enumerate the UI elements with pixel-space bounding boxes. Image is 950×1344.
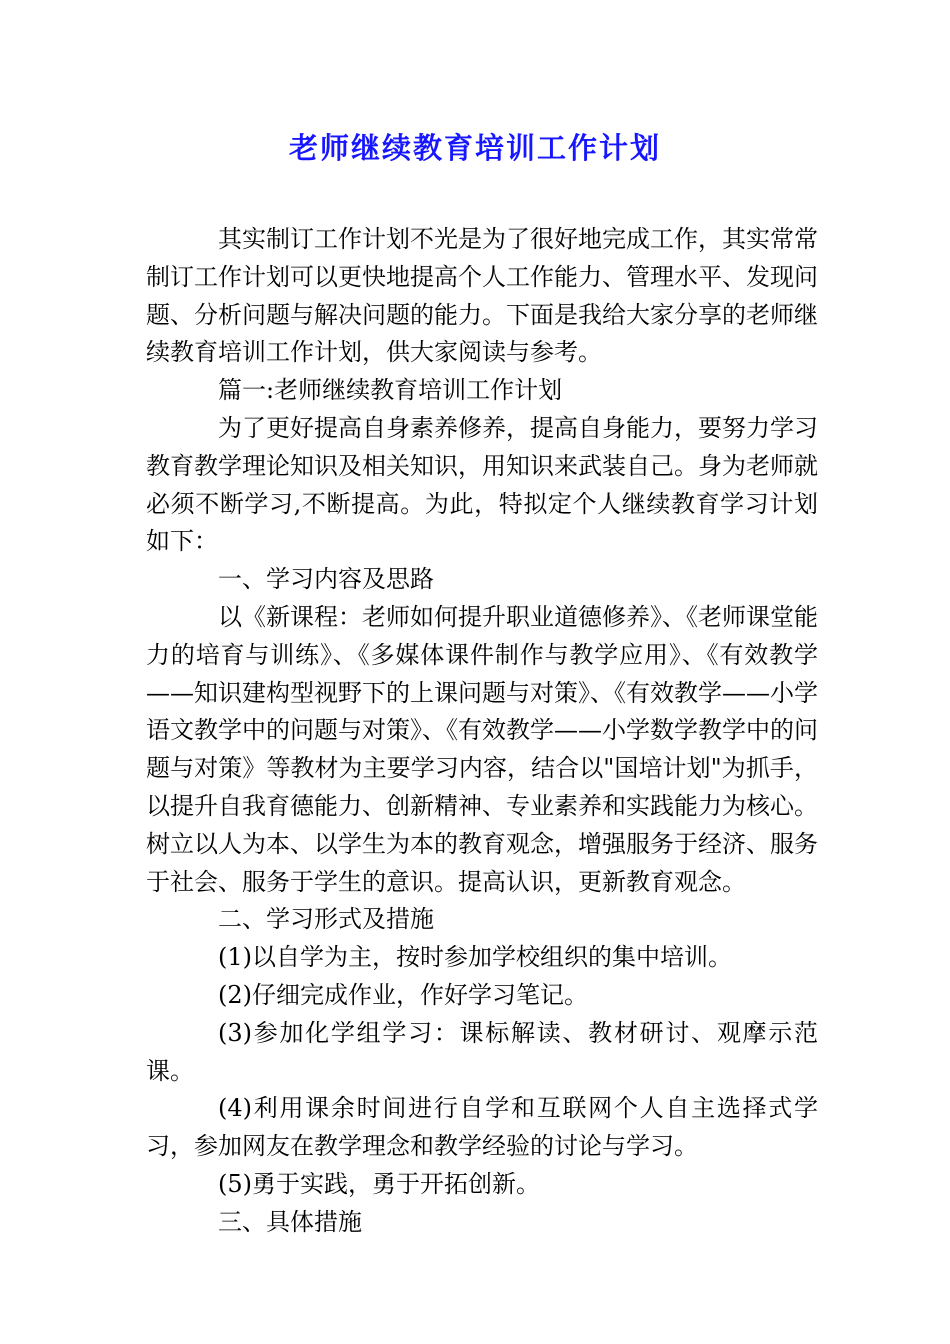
body-paragraph: 为了更好提高自身素养修养，提高自身能力，要努力学习教育教学理论知识及相关知识，用知识来武装自己。身为老师就必须不断学习,不断提高。为此，特拟定个人继续教育学习计划如下： (146, 413, 818, 556)
list-item: (2)仔细完成作业，作好学习笔记。 (218, 980, 588, 1009)
intro-paragraph: 其实制订工作计划不光是为了很好地完成工作，其实常常制订工作计划可以更快地提高个人工作能力、管理水平、发现问题、分析问题与解决问题的能力。下面是我给大家分享的老师继续教育培训工作计划，供大家阅读与参考。 (146, 225, 818, 367)
list-item: (4)利用课余时间进行自学和互联网个人自主选择式学习，参加网友在教学理念和教学经验的讨论与学习。 (146, 1094, 818, 1161)
section-heading-part-one: 篇一:老师继续教育培训工作计划 (218, 376, 563, 405)
list-item: (1)以自学为主，按时参加学校组织的集中培训。 (218, 943, 732, 972)
section-heading-3: 三、具体措施 (218, 1207, 362, 1236)
body-paragraph: 以《新课程：老师如何提升职业道德修养》、《老师课堂能力的培育与训练》、《多媒体课件制作与教学应用》、《有效教学——知识建构型视野下的上课问题与对策》、《有效教学——小学语文教学中的问题与对策》、《有效教学——小学数学教学中的问题与对策》等教材为主要学习内容，结合以"国培计划"为抓手，以提升自我育德能力、创新精神、专业素养和实践能力为核心。树立以人为本、以学生为本的教育观念，增强服务于经济、服务于社会、服务于学生的意识。提高认识，更新教育观念。 (146, 602, 818, 896)
document-body (146, 221, 818, 1242)
section-heading-2: 二、学习形式及措施 (218, 905, 434, 934)
list-item: (3)参加化学组学习：课标解读、教材研讨、观摩示范课。 (146, 1018, 818, 1085)
document-title: 老师继续教育培训工作计划 (288, 131, 661, 165)
list-item: (5)勇于实践，勇于开拓创新。 (218, 1169, 540, 1198)
section-heading-1: 一、学习内容及思路 (218, 565, 434, 594)
